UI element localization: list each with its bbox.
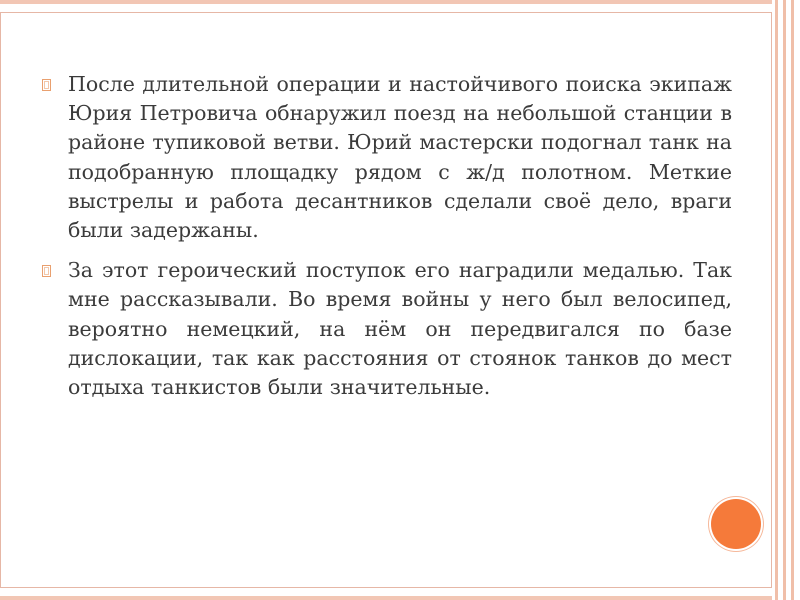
slide-body bbox=[42, 70, 732, 413]
bullet-paragraph-2 bbox=[42, 256, 732, 402]
top-edge-band bbox=[0, 0, 778, 4]
paragraph-text: За этот героический поступок его наградили медалью. Так мне рассказывали. Во время войны у него был велосипед, вероятно немецкий, на нём он передвигался по базе дислокации, так как расстояния от стоянок танков до мест отдыха танкистов были значительные. bbox=[68, 258, 732, 400]
bullet-paragraph-1 bbox=[42, 70, 732, 245]
orange-circle-decoration bbox=[711, 499, 761, 549]
bottom-edge-band bbox=[0, 596, 778, 600]
right-border-gap bbox=[794, 0, 800, 600]
paragraph-text: После длительной операции и настойчивого поиска экипаж Юрия Петровича обнаружил поезд на небольшой станции в районе тупиковой ветви. Юрий мастерски подогнал танк на подобранную площадку рядом с ж/д полотном. Меткие выстрелы и работа десантников сделали своё дело, враги были задержаны. bbox=[68, 72, 732, 243]
square-bullet-icon bbox=[42, 265, 51, 277]
square-bullet-icon bbox=[42, 79, 51, 91]
